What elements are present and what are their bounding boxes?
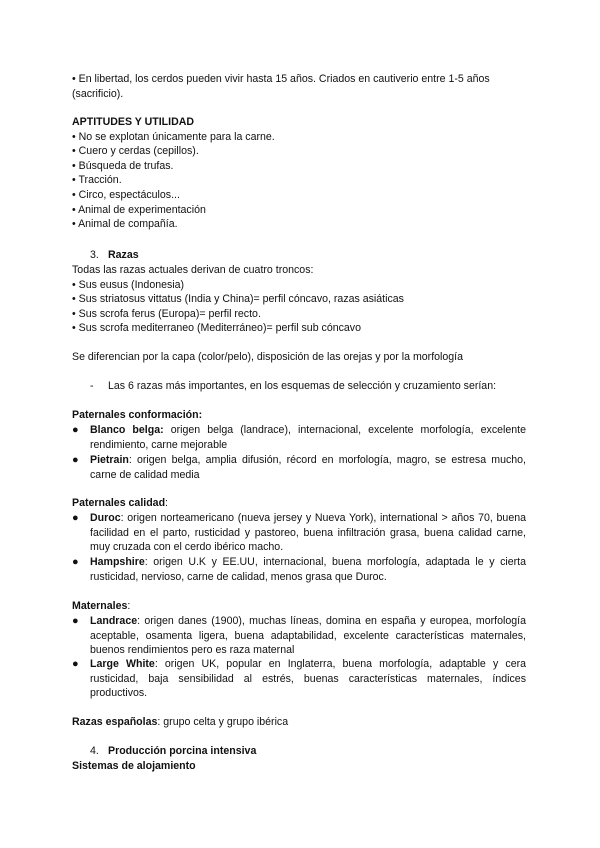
raza-description: : origen belga, amplia difusión, récord en morfología, magro, se estresa mucho, carne de calidad media xyxy=(90,454,526,481)
raza-name: Duroc xyxy=(90,512,121,524)
section-number: 4. xyxy=(90,745,99,757)
raza-name: Blanco belga: xyxy=(90,424,164,436)
razas-espanolas xyxy=(72,715,532,730)
raza-name: Landrace xyxy=(90,615,138,627)
section-title: Producción porcina intensiva xyxy=(108,745,257,757)
aptitud-item: • Animal de experimentación xyxy=(72,203,206,216)
bullet-dot: ● xyxy=(72,556,79,568)
raza-description: : origen U.K y EE.UU, internacional, buena morfología, adaptada le y cierta rusticidad, nervioso, carne de calidad, menos grasa que Duroc. xyxy=(90,556,526,583)
bullet-dot: ● xyxy=(72,454,79,466)
sistemas-heading xyxy=(72,759,532,774)
tronco-item: • Sus striatosus vittatus (India y China)= perfil cóncavo, razas asiáticas xyxy=(72,293,404,306)
paternales-calidad-heading xyxy=(72,496,532,511)
dash-text: Las 6 razas más importantes, en los esquemas de selección y cruzamiento serían: xyxy=(108,380,497,392)
raza-item-large-white xyxy=(72,657,527,701)
heading-colon: : xyxy=(165,497,168,509)
aptitud-item: • Búsqueda de trufas. xyxy=(72,159,174,172)
tronco-item: • Sus scrofa ferus (Europa)= perfil recto. xyxy=(72,307,261,320)
bullet-dot: ● xyxy=(72,615,79,627)
aptitud-item: • Circo, espectáculos... xyxy=(72,188,180,201)
aptitud-item: • Cuero y cerdas (cepillos). xyxy=(72,145,199,158)
aptitud-item: • No se explotan únicamente para la carne. xyxy=(72,130,275,143)
raza-name: Hampshire xyxy=(90,556,145,568)
subheading-text: Sistemas de alojamiento xyxy=(72,760,196,772)
razas-espanolas-label: Razas españolas xyxy=(72,716,158,728)
raza-item-duroc xyxy=(72,511,526,555)
aptitud-item: • Animal de compañía. xyxy=(72,218,178,231)
heading-text: Maternales xyxy=(72,600,128,612)
raza-item-blanco-belga xyxy=(72,423,526,452)
razas-espanolas-text: : grupo celta y grupo ibérica xyxy=(157,716,289,728)
section-title: Razas xyxy=(108,249,139,261)
heading-colon: : xyxy=(127,600,131,612)
intro-line-1: • En libertad, los cerdos pueden vivir hasta 15 años. Criados en cautiverio entre 1-5 años xyxy=(72,73,490,85)
tronco-item: • Sus eusus (Indonesia) xyxy=(72,278,185,291)
razas-troncos xyxy=(72,263,532,336)
aptitudes-section xyxy=(72,115,532,232)
heading-text: Paternales conformación: xyxy=(72,409,203,421)
bullet-dot: ● xyxy=(72,658,79,670)
aptitud-item: • Tracción. xyxy=(72,174,122,187)
diferencian-text: Se diferencian por la capa (color/pelo), disposición de las orejas y por la morfología xyxy=(72,351,464,363)
aptitudes-heading: APTITUDES Y UTILIDAD xyxy=(72,116,195,128)
raza-name: Pietrain xyxy=(90,454,129,466)
raza-description: : origen danes (1900), muchas líneas, domina en españa y europea, morfología aceptable, osamenta ligera, buena adaptabilidad, excelente características maternales, buenos rendimientos pero es raza maternal xyxy=(90,615,526,657)
raza-name: Large White xyxy=(90,658,155,670)
raza-item-hampshire xyxy=(72,555,526,584)
maternales-heading xyxy=(72,599,532,614)
heading-text: Paternales calidad xyxy=(72,497,166,509)
raza-description: origen belga (landrace), internacional, excelente morfología, excelente rendimiento, carne mejorable xyxy=(90,424,526,451)
intro-line-2: (sacrificio). xyxy=(72,87,124,100)
razas-diferencian xyxy=(72,350,532,365)
paternales-conformacion-heading xyxy=(72,408,532,423)
intro-paragraph xyxy=(72,72,532,101)
raza-description: : origen norteamericano (nueva jersey y Nueva York), international > años 70, buena facilidad en el parto, rusticidad y pastoreo, buena infiltración grasa, buena calidad carne, muy cruzada con el cerdo ibérico macho. xyxy=(90,512,526,554)
raza-description: : origen UK, popular en Inglaterra, buena morfología, adaptable y cera rusticidad, baja sensibilidad al estrés, buenas características maternales, índices productivos. xyxy=(90,658,527,700)
razas-intro: Todas las razas actuales derivan de cuatro troncos: xyxy=(72,264,314,276)
bullet-dot: ● xyxy=(72,512,79,524)
section-number: 3. xyxy=(90,249,99,261)
dash-symbol: - xyxy=(90,380,94,392)
bullet-dot: ● xyxy=(72,424,79,436)
raza-item-pietrain xyxy=(72,453,526,482)
tronco-item: • Sus scrofa mediterraneo (Mediterráneo)= perfil sub cóncavo xyxy=(72,322,361,335)
raza-item-landrace xyxy=(72,614,526,658)
